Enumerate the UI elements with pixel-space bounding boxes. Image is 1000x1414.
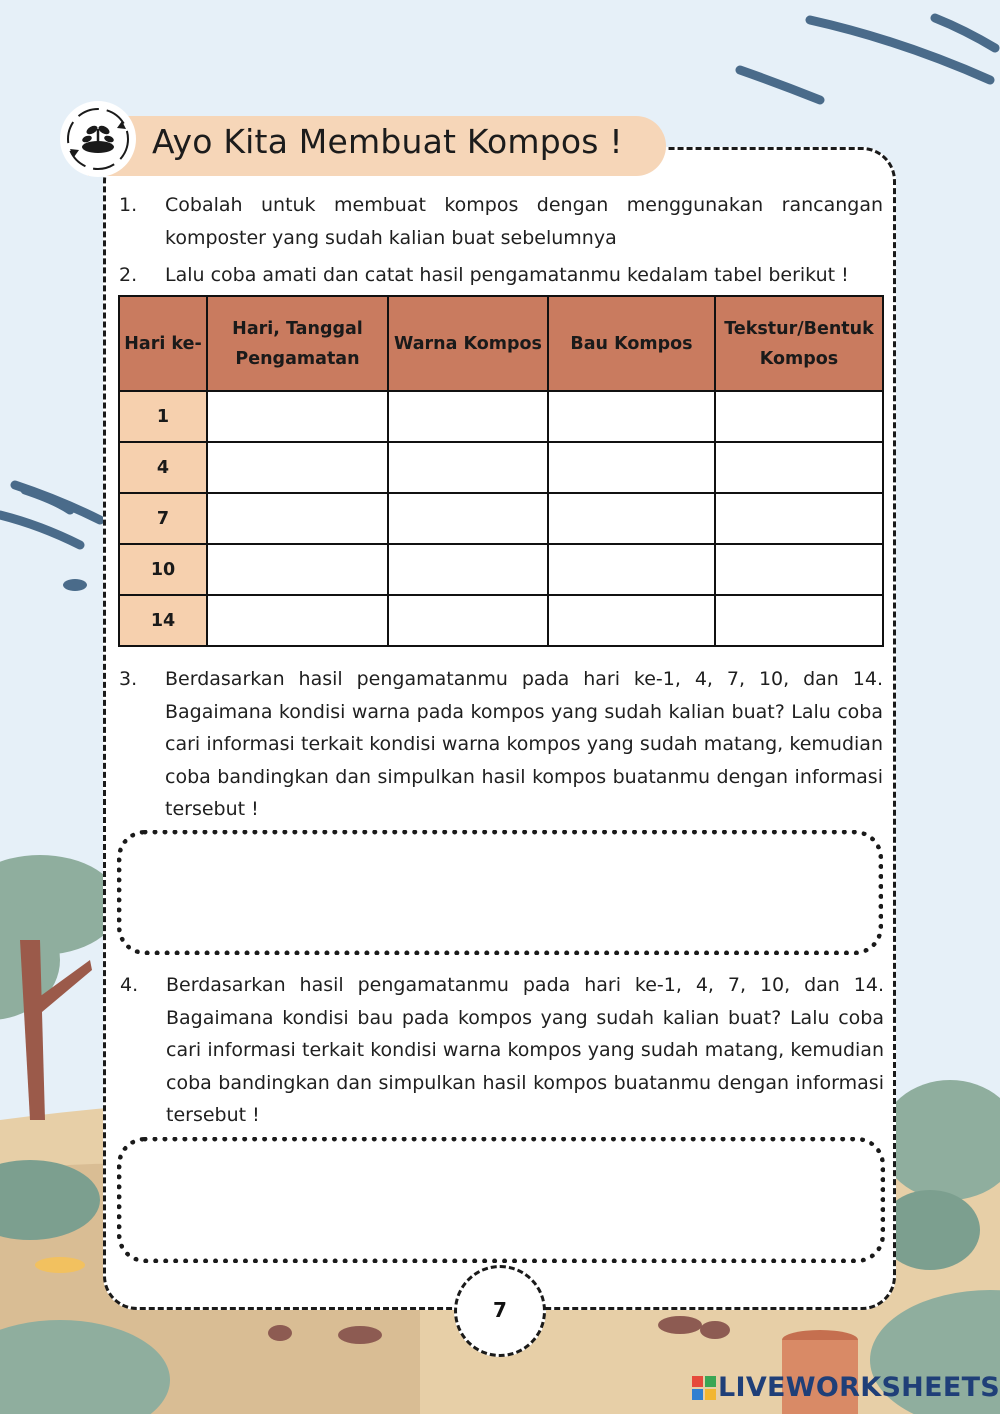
header-color: Warna Kompos [388,296,548,391]
question-text: Lalu coba amati dan catat hasil pengamatanmu kedalam tabel berikut ! [165,264,849,286]
color-input-cell[interactable] [388,595,548,646]
observation-table [118,295,884,647]
color-input-cell[interactable] [388,442,548,493]
question-4 [120,969,884,1133]
table-row [119,493,883,544]
answer-box-3[interactable] [117,830,883,955]
answer-box-4[interactable] [117,1137,885,1263]
smell-input-cell[interactable] [548,391,715,442]
liveworksheets-logo-icon [692,1376,716,1400]
question-text: Cobalah untuk membuat kompos dengan menggunakan rancangan komposter yang sudah kalian buat sebelumnya [165,194,883,249]
date-input-cell[interactable] [207,391,388,442]
smell-input-cell[interactable] [548,544,715,595]
smell-input-cell[interactable] [548,442,715,493]
question-text: Berdasarkan hasil pengamatanmu pada hari ke-1, 4, 7, 10, dan 14. Bagaimana kondisi bau pada kompos yang sudah kalian buat? Lalu coba cari informasi terkait kondisi warna kompos yang sudah matang, kemudian coba bandingkan dan simpulkan hasil kompos buatanmu dengan informasi tersebut ! [166,974,884,1126]
header-date: Hari, Tanggal Pengamatan [207,296,388,391]
day-cell: 10 [119,544,207,595]
day-cell: 14 [119,595,207,646]
watermark: LIVEWORKSHEETS [718,1372,1000,1403]
color-input-cell[interactable] [388,544,548,595]
header-day: Hari ke- [119,296,207,391]
question-2 [119,259,883,292]
texture-input-cell[interactable] [715,544,883,595]
header-texture: Tekstur/Bentuk Kompos [715,296,883,391]
texture-input-cell[interactable] [715,595,883,646]
color-input-cell[interactable] [388,391,548,442]
date-input-cell[interactable] [207,595,388,646]
day-cell: 4 [119,442,207,493]
texture-input-cell[interactable] [715,442,883,493]
date-input-cell[interactable] [207,544,388,595]
question-3 [119,663,883,827]
day-cell: 7 [119,493,207,544]
question-number: 4. [120,974,139,996]
question-number: 3. [119,668,138,690]
question-text: Berdasarkan hasil pengamatanmu pada hari ke-1, 4, 7, 10, dan 14. Bagaimana kondisi warna pada kompos yang sudah kalian buat? Lalu coba cari informasi terkait kondisi warna kompos yang sudah matang, kemudian coba bandingkan dan simpulkan hasil kompos buatanmu dengan informasi tersebut ! [165,668,883,820]
compost-recycle-icon [60,101,136,177]
table-row [119,442,883,493]
texture-input-cell[interactable] [715,493,883,544]
table-row [119,595,883,646]
smell-input-cell[interactable] [548,595,715,646]
date-input-cell[interactable] [207,442,388,493]
smell-input-cell[interactable] [548,493,715,544]
page-title: Ayo Kita Membuat Kompos ! [152,122,623,161]
question-1 [119,189,883,255]
day-cell: 1 [119,391,207,442]
page-number: 7 [454,1265,546,1357]
header-smell: Bau Kompos [548,296,715,391]
date-input-cell[interactable] [207,493,388,544]
texture-input-cell[interactable] [715,391,883,442]
table-header-row [119,296,883,391]
question-number: 1. [119,194,138,216]
table-row [119,544,883,595]
color-input-cell[interactable] [388,493,548,544]
table-row [119,391,883,442]
question-number: 2. [119,264,138,286]
